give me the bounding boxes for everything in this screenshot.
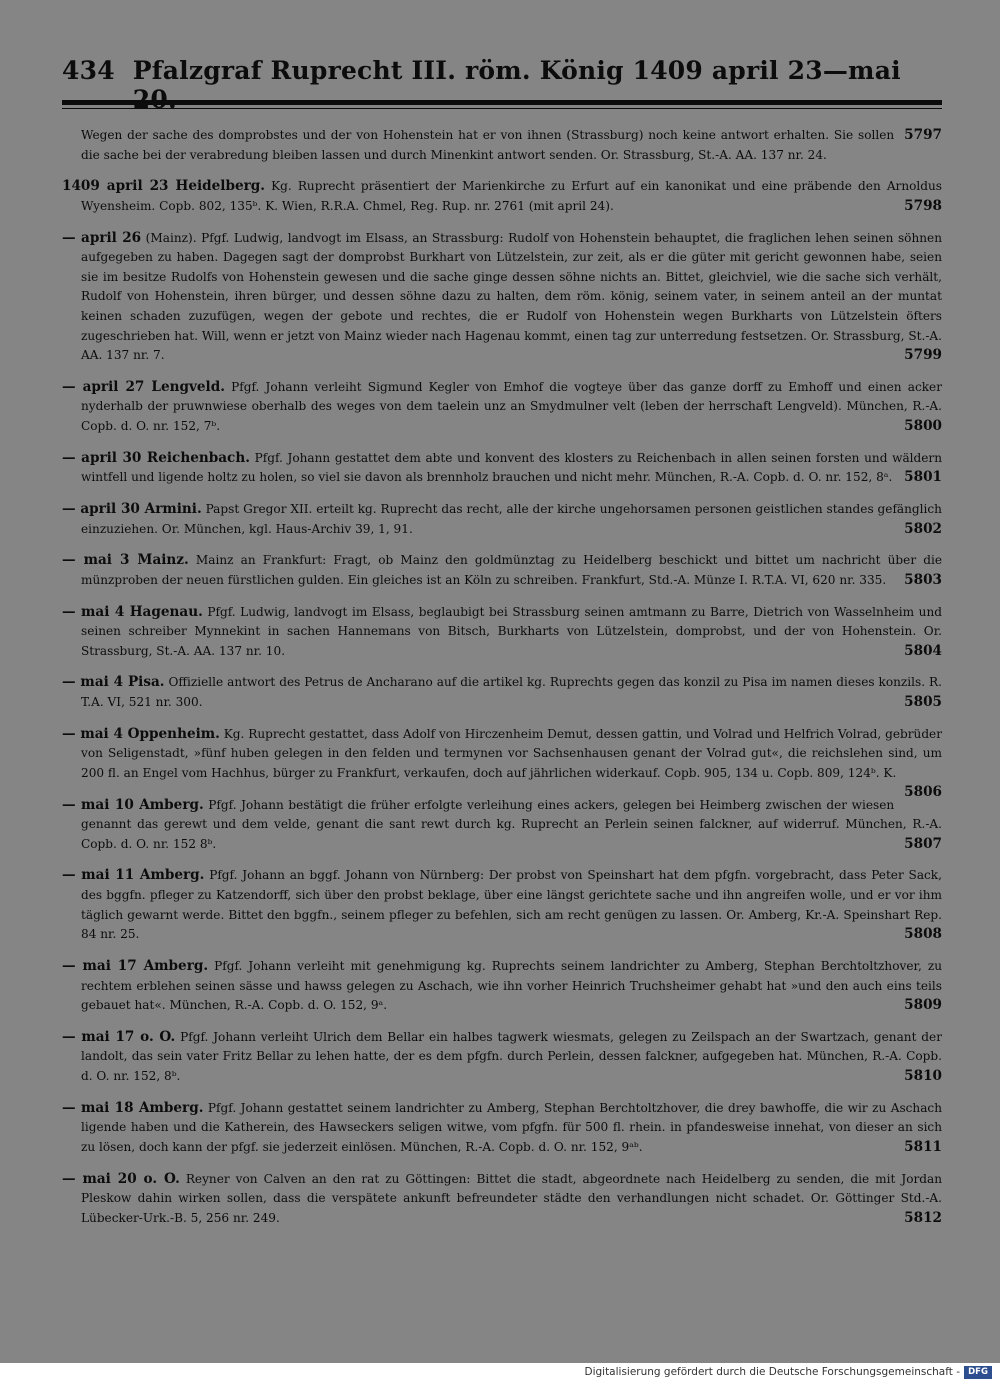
regest-list <box>62 126 942 1231</box>
regest-number: 5802 <box>904 520 942 537</box>
regest-text: Pfgf. Johann bestätigt die früher erfolgte verleihung eines ackers, gelegen bei Heimberg zwischen der wiesen genannt das gerewt und dem velde, genant die sant rewt durch kg. Ruprecht an Perlein seinen falckner, auf widerruf. München, R.-A. Copb. d. O. nr. 152 8ᵇ. <box>81 797 942 851</box>
regest-entry <box>62 673 942 712</box>
regest-text: Pfgf. Johann verleiht mit genehmigung kg. Ruprechts seinem landrichter zu Amberg, Stephan Berchtoltzhover, zu rechtem erblehen seinen sässe und hawss gelegen zu Aschach, wie ihn vorher Heinrich Truchsheimer gehabt hat »und den auch eins teils gebauet hat«. München, R.-A. Copb. d. O. 152, 9ᵃ. <box>81 958 942 1013</box>
regest-number: 5800 <box>904 418 942 434</box>
regest-date-place: — mai 4 Hagenau. <box>62 603 203 620</box>
regest-date-place: — mai 17 Amberg. <box>62 957 209 974</box>
regest-number: 5798 <box>904 197 942 214</box>
regest-text: Pfgf. Johann gestattet dem abte und konvent des klosters zu Reichenbach in allen seinen forsten und wäldern wintfell und ligende holtz zu holen, so viel sie davon als brennholz brauchen und nicht mehr. München, R.-A. Copb. d. O. nr. 152, 8ᵃ. <box>81 450 942 485</box>
header-rule-thick <box>62 100 942 105</box>
regest-entry <box>62 1028 942 1087</box>
regest-date-place: — mai 11 Amberg. <box>62 867 205 884</box>
regest-text: Pfgf. Johann verleiht Sigmund Kegler von Emhof die vogteye über das ganze dorff zu Emhoff und einen acker nyderhalb der pruwnwiese oberhalb des weges von dem taelein unz an Smydmulner velt (leben der herrschaft Lengveld). München, R.-A. Copb. d. O. nr. 152, 7ᵇ. <box>81 379 942 433</box>
regest-entry <box>62 725 942 801</box>
header-rule-thin <box>62 108 942 109</box>
regest-entry <box>62 229 942 366</box>
regest-entry <box>62 126 942 165</box>
regest-date-place: — mai 17 o. O. <box>62 1028 176 1045</box>
regest-number: 5810 <box>904 1067 942 1084</box>
regest-text: Pfgf. Ludwig, landvogt im Elsass, beglaubigt bei Strassburg seinen amtmann zu Barre, Dietrich von Wasselnheim und seinen schreiber Mynnekint in sachen Hannemans von Bitsch, Burkharts von Lützelstein, domprobst, und der von Hohenstein. Or. Strassburg, St.-A. AA. 137 nr. 10. <box>81 604 942 658</box>
regest-text: Kg. Ruprecht präsentiert der Marienkirche zu Erfurt auf ein kanonikat und eine präbende den Arnoldus Wyensheim. Copb. 802, 135ᵇ. K. Wien, R.R.A. Chmel, Reg. Rup. nr. 2761 (mit april 24). <box>81 179 943 213</box>
regest-number: 5797 <box>904 127 942 143</box>
regest-entry <box>62 551 942 590</box>
regest-date-place: — mai 4 Oppenheim. <box>62 725 220 742</box>
regest-number: 5809 <box>904 997 942 1014</box>
regest-date-place: — april 30 Reichenbach. <box>62 449 250 466</box>
regest-text: Pfgf. Johann gestattet seinem landrichter zu Amberg, Stephan Berchtoltzhover, die drey bawhoffe, die wir zu Aschach ligende haben und die Katherein, des Hawseckers seligen witwe, vom pfgfn. für 500 fl. rhein. in pfandesweise innehat, von dieser an sich zu lösen, doch kann der pfgf. sie jederzeit einlösen. München, R.-A. Copb. d. O. nr. 152, 9ᵃᵇ. <box>81 1100 942 1154</box>
regest-number: 5807 <box>904 835 942 852</box>
regest-text: Reyner von Calven an den rat zu Göttingen: Bittet die stadt, abgeordnete nach Heidelberg zu senden, die mit Jordan Pleskow dahin wirken sollen, dass die verspätete ankunft befreundeter städte den verhandlungen nicht schadet. Or. Göttinger Std.-A. Lübecker-Urk.-B. 5, 256 nr. 249. <box>81 1171 942 1225</box>
regest-number: 5799 <box>904 347 942 364</box>
regest-text: Mainz an Frankfurt: Fragt, ob Mainz den goldmünztag zu Heidelberg beschickt und bittet um nachricht über die münzproben der neuen fürstlichen gulden. Ein gleiches ist an Köln zu schreiben. Frankfurt, Std.-A. Münze I. R.T.A. VI, 620 nr. 335. <box>81 553 942 587</box>
regest-text: Wegen der sache des domprobstes und der von Hohenstein hat er von ihnen (Strassburg) noch keine antwort erhalten. Sie sollen die sache bei der verabredung bleiben lassen und durch Minenkint antwort senden. Or. Strassburg, St.-A. AA. 137 nr. 24. <box>81 128 895 162</box>
regest-number: 5801 <box>904 469 942 486</box>
regest-entry <box>62 1170 942 1229</box>
regest-date-place: — mai 18 Amberg. <box>62 1099 204 1116</box>
regest-entry <box>62 603 942 662</box>
regest-entry <box>62 957 942 1016</box>
regest-date-place: — april 30 Armini. <box>62 500 202 517</box>
regest-entry <box>62 449 942 488</box>
regest-text: Papst Gregor XII. erteilt kg. Ruprecht das recht, alle der kirche ungehorsamen personen geistlichen standes gefänglich einzuziehen. Or. München, kgl. Haus-Archiv 39, 1, 91. <box>81 501 942 536</box>
regest-date-place: — mai 3 Mainz. <box>62 552 189 569</box>
regest-number: 5804 <box>904 642 942 659</box>
regest-text: Pfgf. Johann an bggf. Johann von Nürnberg: Der probst von Speinshart hat dem pfgfn. vorgebracht, dass Peter Sack, des bggfn. pfleger zu Katzendorff, sich über den probst beklage, über eine längst gerichtete sache und ihn angreifen wolle, und er vor ihm täglich gewarnt werde. Bittet den bggfn., seinem pfleger zu befehlen, sich am recht genügen zu lassen. Or. Amberg, Kr.-A. Speinshart Rep. 84 nr. 25. <box>81 868 942 942</box>
regest-number: 5803 <box>904 571 942 588</box>
regest-date-place: — mai 20 o. O. <box>62 1170 180 1187</box>
regest-number: 5806 <box>904 784 942 801</box>
footer-bar <box>0 1363 1000 1383</box>
page-number: 434 <box>62 56 115 85</box>
regest-date-place: — mai 10 Amberg. <box>62 796 204 813</box>
dfg-logo: DFG <box>964 1366 992 1379</box>
regest-entry <box>62 1099 942 1158</box>
regest-text: Kg. Ruprecht gestattet, dass Adolf von Hirczenheim Demut, dessen gattin, und Volrad und Helfrich Volrad, gebrüder von Seligenstadt, »fünf huben gelegen in den felden und termynen vor Sachsenhausen genant der Volrad gut«, die reichslehen sind, um 200 fl. an Engel vom Hachhus, bürger zu Frankfurt, verkaufen, doch auf jährlichen widerkauf. Copb. 905, 134 u. Copb. 809, 124ᵇ. K. <box>81 726 942 780</box>
regest-date-place: 1409 april 23 Heidelberg. <box>62 178 266 195</box>
regest-entry <box>62 500 942 539</box>
regest-number: 5805 <box>904 694 942 710</box>
regest-number: 5811 <box>904 1138 942 1155</box>
regest-entry <box>62 177 942 216</box>
regest-text: Pfgf. Johann verleiht Ulrich dem Bellar ein halbes tagwerk wiesmats, gelegen zu Zeilspach an der Swartzach, genant der landolt, das sein vater Fritz Bellar zu lehen hatte, der es dem pfgfn. durch Perlein, dessen falckner, aufgegeben hat. München, R.-A. Copb. d. O. nr. 152, 8ᵇ. <box>81 1029 942 1083</box>
regest-date-place: — april 27 Lengveld. <box>62 378 225 395</box>
page-title: Pfalzgraf Ruprecht III. röm. König 1409 april 23—mai <box>132 56 901 85</box>
regest-date-place: — mai 4 Pisa. <box>62 674 165 691</box>
regest-text: Offizielle antwort des Petrus de Ancharano auf die artikel kg. Ruprechts gegen das konzil zu Pisa im namen dieses konzils. R. T.A. VI, 521 nr. 300. <box>81 675 942 709</box>
regest-number: 5808 <box>904 926 942 943</box>
page-header <box>62 56 942 114</box>
regest-entry <box>62 866 942 944</box>
regest-number: 5812 <box>904 1209 942 1226</box>
regest-entry <box>62 796 942 855</box>
regest-entry <box>62 378 942 437</box>
regest-date-place: — april 26 <box>62 229 142 246</box>
funding-note: Digitalisierung gefördert durch die Deutsche Forschungsgemeinschaft - <box>584 1366 960 1378</box>
regest-text: (Mainz). Pfgf. Ludwig, landvogt im Elsass, an Strassburg: Rudolf von Hohenstein behauptet, die fraglichen lehen seinen söhnen aufgegeben zu haben. Dagegen sagt der domprobst Burkhart von Lützelstein, zur zeit, als er die güter mit gericht gewonnen habe, seien sie im besitze Rudolfs von Hohenstein gewesen und die sache ginge dessen söhne nichts an. Bittet, gleichviel, wie die sache sich verhält, Rudolf von Hohenstein, ihren bürger, und dessen söhne dazu zu halten, dem röm. könig, seinem vater, in seinem anteil an der muntat keinen schaden zuzufügen, wegen der gebote und rechtes, die er Rudolf von Hohenstein wegen Burkharts von Lützelstein öfters zugeschrieben hat. Will, wenn er jetzt von Mainz wieder nach Hagenau kommt, einen tag zur unterredung festsetzen. Or. Strassburg, St.-A. AA. 137 nr. 7. <box>81 230 942 363</box>
